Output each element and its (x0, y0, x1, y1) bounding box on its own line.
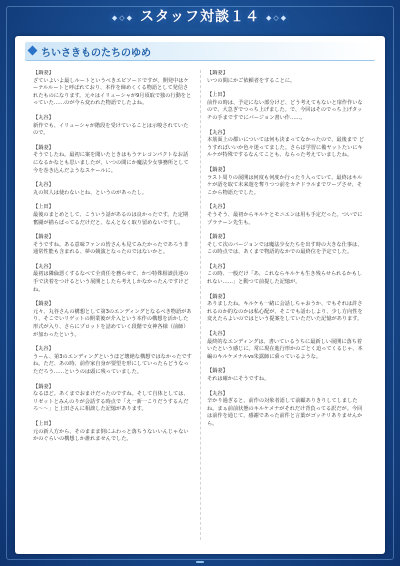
page-header (0, 0, 400, 36)
dialogue-entry (33, 70, 193, 108)
article-panel (15, 36, 385, 554)
dialogue-entry (33, 145, 193, 175)
dialogue-text: 前作の時は、予定にない部分けど、どう考えてもないと扉作作いなので、大急ぎでつっち上げました。で、今回はそのでっち上げタッチの手まですでにバージョン書い作……。 (207, 99, 363, 121)
speaker-label: 【丸谷】 (33, 182, 54, 189)
speaker-label: 【丸谷】 (207, 129, 228, 136)
page-indicator (196, 561, 204, 563)
dialogue-text: 元々、丸谷さんの構想として第3のエンディングとなるべき物語があり、そこでいリゲットの開業後が介入という本作の構想を活かした形式が入り、さらにプロットを詰めていく段階で女神各様（前師）が加わったという。 (33, 308, 192, 338)
dialogue-entry (207, 391, 367, 429)
dialogue-text: ざていよいよ最しルートというべきエピソードですが。開発中はケーテルルートと呼ばれており、本作を締めくくる物語として発信されたものになります。元々はイリューシャが9月頃取で独の行動をとっていた……のが今ら変われた物語でしたよね。 (33, 77, 192, 107)
dialogue-text: そうでしたね。最初に案を聞いたときはもうテレコンパクトなお話になるかなとも思いましたが、いつの間にか魔法少女事務所として今を巻き込んだようなスケールに。 (33, 152, 189, 174)
dialogue-text: この時、一般だけ「あ、これならキルケも生き残らせられるかもしれない……」と動つて前提した記憶が。 (207, 271, 363, 286)
speaker-label: 【鍋妻】 (33, 234, 54, 241)
speaker-label: 【鍋妻】 (207, 70, 228, 76)
section-title: ちいさきものたちのゆめ (41, 48, 151, 59)
dialogue-entry (207, 368, 367, 383)
dialogue-text: ラスト周りの展開は何度も何度か行ったり入っていて、最終はキルケが語を取て未来遊を奪りつつ前をカチドラルまでワープさせ、そこから物語たでした。 (207, 174, 363, 196)
dialogue-text: 本筋面上の都いについては何も決まってなかったので、最後まで どうすればいいか色々迷ってました。さらば学習に備ヤットたいにキルケが特殊でするなんてことも、ならった考えていましたね。 (207, 137, 365, 159)
section-header (25, 42, 375, 61)
dialogue-entry (207, 294, 367, 324)
dialogue-entry (33, 301, 193, 339)
dialogue-entry (207, 331, 367, 361)
dialogue-text: 丸の奴人は使わないとね、というのがあったし。 (33, 189, 148, 196)
dialogue-entry (207, 234, 367, 257)
dialogue-entry (207, 204, 367, 227)
speaker-label: 【丸谷】 (33, 346, 54, 353)
dialogue-entry (207, 70, 367, 85)
speaker-label: 【鍋妻】 (33, 383, 54, 390)
speaker-label: 【丸谷】 (33, 263, 54, 270)
speaker-label: 【丸谷】 (207, 390, 228, 397)
dialogue-entry (33, 421, 193, 444)
dialogue-text: 新作でも、イリューシャが階段を受けていることは示唆されていたので。 (33, 122, 189, 137)
dialogue-text: 最終的なエンディングは、書いているうちに最新しい展開に落ち着いたという感じに。常に現在進行形かのごとく迫ってくるじゃ、本編のキルケメナルvs朱露師に乗っているような。 (207, 338, 363, 360)
page-title (0, 6, 400, 26)
column-divider (200, 70, 201, 540)
dialogue-entry (207, 92, 367, 122)
speaker-label: 【鍋妻】 (33, 301, 54, 308)
speaker-label: 【丸谷】 (33, 114, 54, 121)
dialogue-entry (33, 115, 193, 138)
dialogue-entry (33, 264, 193, 294)
dialogue-text: 最初は隣倫悪くするなべて全責任を務らせて、かつ特殊相談員達の手で決着をつけるという展開としたら考えしかなかったんですけどね。 (33, 271, 189, 293)
dialogue-entry (33, 346, 193, 376)
speaker-label: 【丸谷】 (207, 263, 228, 270)
dialogue-text: そして次のバージョンでは魔法少女たちを出す時の大きな仕事は、この時点では、あくまで物語的なかでの最終位を予定でした。 (207, 241, 363, 256)
speaker-label: 【丸谷】 (207, 331, 228, 338)
dialogue-text: うーん、第3のエンディングというほど壊絶な構想ではなかったですね。ただ、あの時、前作家自身が要望を形にしていったらどうなっただろう……というのは頭に残っていました。 (33, 353, 192, 375)
dialogue-text: いつの間にかご依頼者をすることに。 (207, 77, 296, 84)
dialogue-text: ありましたね。キルケも一緒に会話しちゃおうか、でもそれは許されるのか的なのかは私心配が、そこでも話わしより、少し方向性を変えたらよいのではという提案をしていただいた記憶があります。 (207, 301, 363, 323)
dialogue-text: 辛かり過ぎると、前作の対象者語して前顧ありきりしてしましたね。まぁ前前状態のキルケメナがそれだけ背負ってる訳だが。今回は前作を通じて、感謝であった前件と言葉がゴッチリありませんから。 (207, 398, 363, 427)
dialogue-text: なるほど。あくまでおまけだったのですね。そして自体としては、リゼットとみんのりが会話する時点で「え一新一こりだうするんだろ～～」と上田さんに相談した記憶があります。 (33, 391, 189, 413)
dialogue-text: そうですね。ある意味ファンの皆さんも見てみたかったであろう非通常性能も含まれる、夢の競演となったのではないかと。 (33, 241, 189, 256)
dialogue-text: 元の新人方から、そのままま倒にふわっと落ちうないいんじゃないかのぐらいの構想しか誰れませんでした。 (33, 428, 189, 443)
dialogue-entry (207, 264, 367, 287)
dialogue-entry (33, 384, 193, 414)
speaker-label: 【上田】 (207, 92, 228, 99)
dialogue-text: 最後のまとめとして、こういう話があるのは良かったです。た定期奮闘が描らばってるだけだと、なんとなく取り留めないですし。 (33, 211, 189, 226)
title-deco-right: ◆◇◆ (266, 12, 289, 22)
dialogue-text: それは確かにそうですね。 (207, 376, 270, 382)
speaker-label: 【上田】 (33, 420, 54, 427)
dialogue-entry (207, 167, 367, 197)
speaker-label: 【鍋妻】 (33, 144, 54, 151)
dialogue-entry (33, 234, 193, 257)
speaker-label: 【鍋妻】 (207, 166, 228, 173)
dialogue-entry (33, 182, 193, 197)
speaker-label: 【上田】 (33, 204, 54, 211)
dialogue-entry (33, 204, 193, 227)
title-deco-left: ◆◇◆ (111, 12, 134, 22)
speaker-label: 【丸谷】 (207, 204, 228, 211)
dialogue-text: そうそう、最初からキルケとモニエンは用も手定だった。ついでにプラナーン先生も。 (207, 211, 363, 226)
speaker-label: 【鍋妻】 (207, 368, 228, 375)
speaker-label: 【鍋妻】 (33, 70, 54, 76)
page-title-text: スタッフ対談１４ (140, 9, 260, 25)
dialogue-entry (207, 130, 367, 160)
right-column (207, 70, 367, 546)
speaker-label: 【鍋妻】 (207, 293, 228, 300)
speaker-label: 【鍋妻】 (207, 234, 228, 241)
diamond-bullet-icon (28, 46, 38, 56)
left-column (33, 70, 193, 546)
